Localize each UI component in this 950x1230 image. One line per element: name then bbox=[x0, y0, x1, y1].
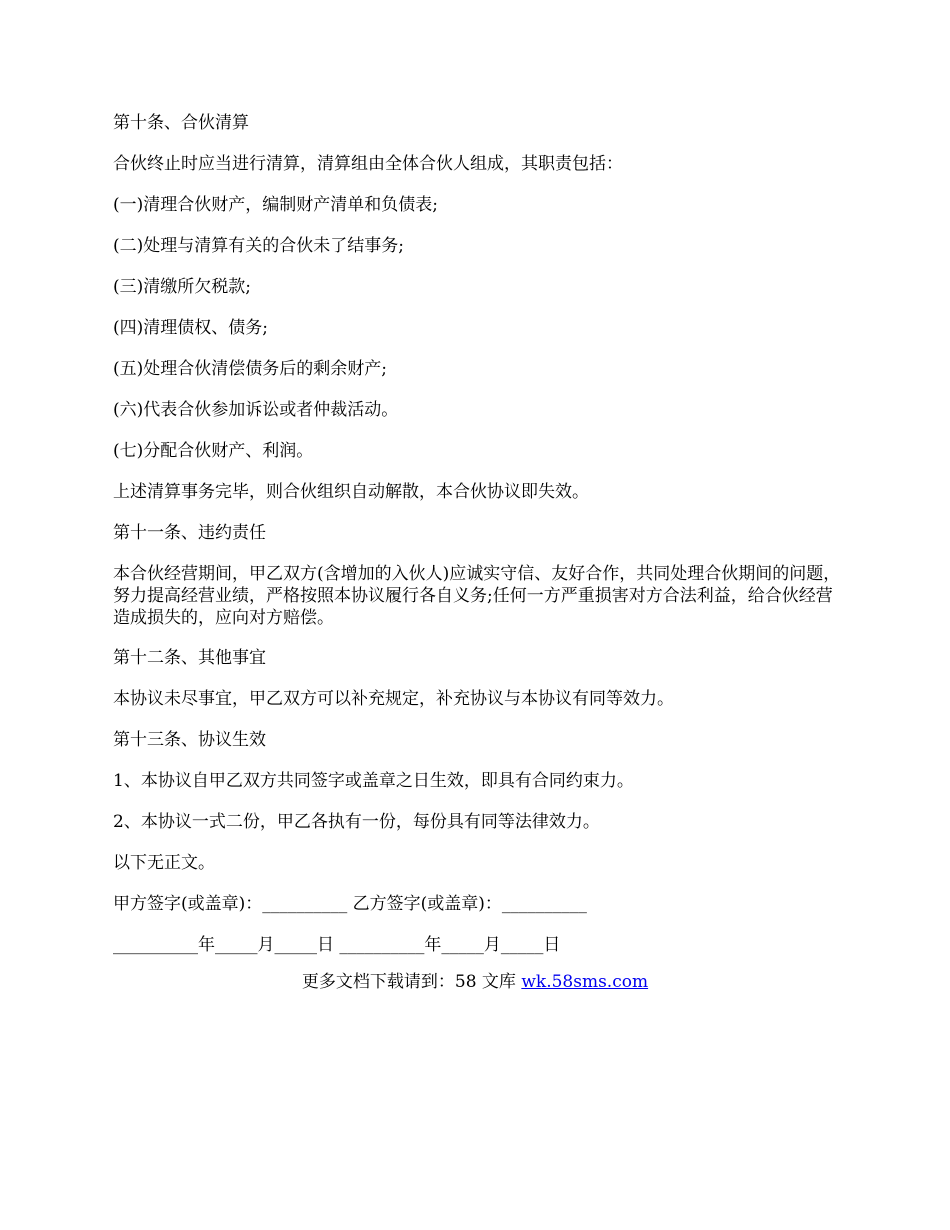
list-item-5: (五)处理合伙清偿债务后的剩余财产; bbox=[113, 359, 387, 379]
download-footer bbox=[0, 971, 950, 994]
end-of-text-note: 以下无正文。 bbox=[113, 853, 215, 873]
list-item-2: (二)处理与清算有关的合伙未了结事务; bbox=[113, 236, 404, 256]
date-line: __________年_____月_____日 __________年_____月_____日 bbox=[113, 935, 561, 955]
paragraph-other-matters: 本协议未尽事宜，甲乙双方可以补充规定，补充协议与本协议有同等效力。 bbox=[113, 689, 674, 709]
clause-effective-1: 1、本协议自甲乙双方共同签字或盖章之日生效，即具有合同约束力。 bbox=[113, 771, 634, 791]
document-body bbox=[113, 112, 843, 975]
clause-effective-2: 2、本协议一式二份，甲乙各执有一份，每份具有同等法律效力。 bbox=[113, 812, 600, 832]
list-item-6: (六)代表合伙参加诉讼或者仲裁活动。 bbox=[113, 400, 399, 420]
list-item-3: (三)清缴所欠税款; bbox=[113, 277, 251, 297]
section-heading-11: 第十一条、违约责任 bbox=[113, 523, 266, 543]
section-heading-10: 第十条、合伙清算 bbox=[113, 113, 249, 133]
footer-prefix: 更多文档下载请到：58 文库 bbox=[301, 972, 522, 992]
footer-link[interactable]: wk.58sms.com bbox=[521, 972, 649, 992]
signature-line: 甲方签字(或盖章)：__________ 乙方签字(或盖章)：__________ bbox=[113, 894, 587, 914]
paragraph-dissolution: 上述清算事务完毕，则合伙组织自动解散，本合伙协议即失效。 bbox=[113, 482, 589, 502]
paragraph-breach-liability: 本合伙经营期间，甲乙双方(含增加的入伙人)应诚实守信、友好合作，共同处理合伙期间的问题，努力提高经营业绩，严格按照本协议履行各自义务;任何一方严重损害对方合法利益，给合伙经营造成损失的，应向对方赔偿。 bbox=[113, 564, 841, 628]
paragraph-liquidation-intro: 合伙终止时应当进行清算，清算组由全体合伙人组成，其职责包括： bbox=[113, 154, 623, 174]
list-item-4: (四)清理债权、债务; bbox=[113, 318, 268, 338]
list-item-1: (一)清理合伙财产，编制财产清单和负债表; bbox=[113, 195, 438, 215]
section-heading-13: 第十三条、协议生效 bbox=[113, 730, 266, 750]
list-item-7: (七)分配合伙财产、利润。 bbox=[113, 441, 314, 461]
section-heading-12: 第十二条、其他事宜 bbox=[113, 648, 266, 668]
